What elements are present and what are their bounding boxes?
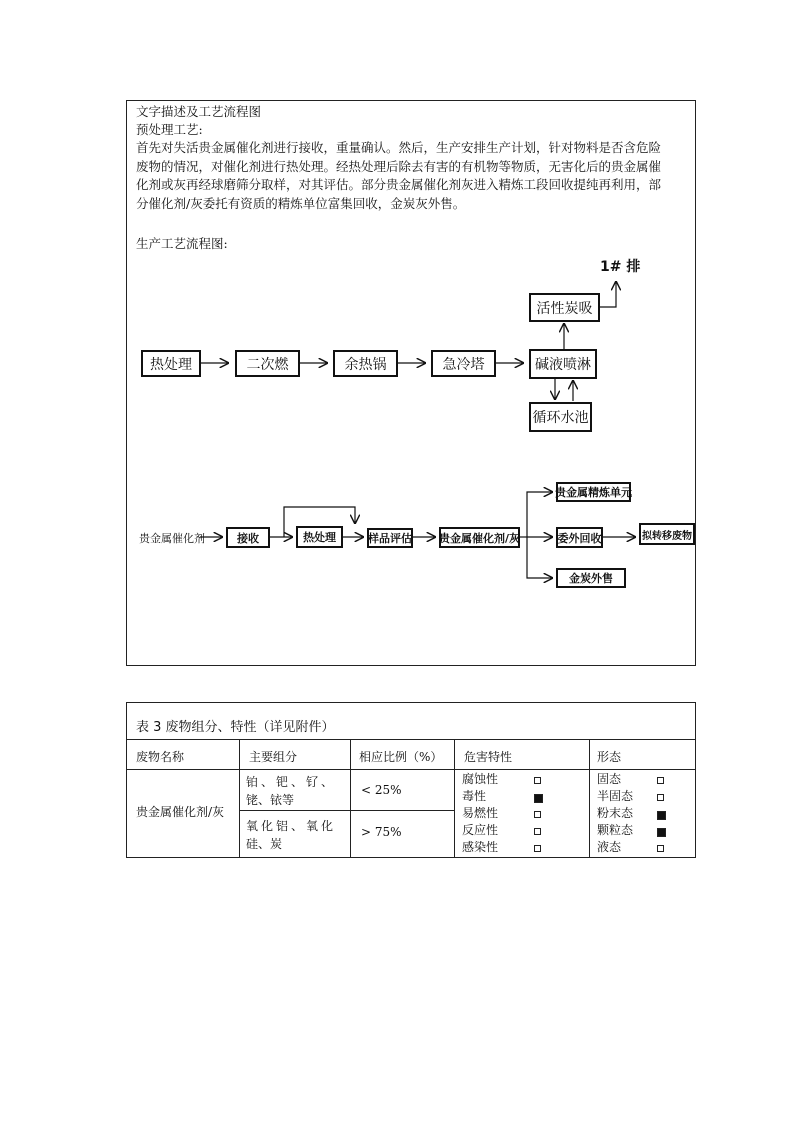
hazard-item: 反应性 xyxy=(462,823,499,837)
header-form: 形态 xyxy=(597,750,622,764)
header-hazard: 危害特性 xyxy=(464,750,513,764)
flow-box-alkali-spray: 碱液喷淋 xyxy=(529,349,597,379)
flow2-box-receive: 接收 xyxy=(226,527,270,548)
flow-box-secondary-combustion: 二次燃 xyxy=(235,350,300,377)
flow2-branch-sale: 金炭外售 xyxy=(556,568,626,588)
flow2-box-heat-treatment: 热处理 xyxy=(296,526,343,548)
hazard-item: 易燃性 xyxy=(462,806,499,820)
header-ratio: 相应比例（%） xyxy=(359,750,443,764)
form-checkbox[interactable] xyxy=(657,777,664,784)
waste-table xyxy=(126,702,696,858)
component-1-line2: 铑、铱等 xyxy=(246,793,295,807)
hazard-checkbox[interactable] xyxy=(534,845,541,852)
section-subheading: 预处理工艺: xyxy=(136,122,203,137)
form-checkbox[interactable] xyxy=(657,794,664,801)
component-2-ratio: > 75% xyxy=(361,825,402,839)
table-caption: 表 3 废物组分、特性（详见附件） xyxy=(136,720,335,735)
flow2-box-catalyst-ash: 贵金属催化剂/灰 xyxy=(439,527,520,548)
hazard-checkbox[interactable] xyxy=(534,777,541,784)
hazard-item: 感染性 xyxy=(462,840,499,854)
hazard-checkbox[interactable] xyxy=(534,828,541,835)
paragraph-line: 废物的情况，对催化剂进行热处理。经热处理后除去有害的有机物等物质，无害化后的贵金属催 xyxy=(136,158,662,174)
flow-box-heat-treatment: 热处理 xyxy=(141,350,201,377)
exhaust-label: 1# 排 xyxy=(600,259,641,275)
form-checkbox[interactable] xyxy=(657,828,666,837)
form-item: 液态 xyxy=(597,840,622,854)
hazard-item: 毒性 xyxy=(462,789,487,803)
form-item: 固态 xyxy=(597,772,622,786)
flow-box-quench-tower: 急冷塔 xyxy=(431,350,496,377)
hazard-checkbox[interactable] xyxy=(534,794,543,803)
arrow-branch-refining xyxy=(527,492,552,537)
flow-title: 生产工艺流程图: xyxy=(136,236,228,251)
paragraph-line: 首先对失活贵金属催化剂进行接收，重量确认。然后，生产安排生产计划，针对物料是否含危险 xyxy=(136,140,662,155)
paragraph-line: 化剂或灰再经球磨筛分取样，对其评估。部分贵金属催化剂灰进入精炼工段回收提纯再利用，部 xyxy=(136,177,662,192)
waste-name: 贵金属催化剂/灰 xyxy=(136,805,225,819)
form-item: 半固态 xyxy=(597,789,634,803)
flow2-final-transfer: 拟转移废物 xyxy=(639,523,695,545)
component-2-line1: 氧化铝、氧化 xyxy=(246,819,337,833)
component-1-line1: 铂、钯、钌、 xyxy=(246,775,337,789)
form-checkbox[interactable] xyxy=(657,811,666,820)
flow-box-circulating-pool: 循环水池 xyxy=(529,402,592,432)
hazard-item: 腐蚀性 xyxy=(462,772,499,786)
flow2-branch-refining: 贵金属精炼单元 xyxy=(556,482,631,502)
form-checkbox[interactable] xyxy=(657,845,664,852)
flow2-box-sample-eval: 样品评估 xyxy=(367,528,413,548)
flow2-start-label: 贵金属催化剂 xyxy=(139,532,205,545)
flow2-branch-outsourced: 委外回收 xyxy=(556,527,603,548)
form-item: 颗粒态 xyxy=(597,823,634,837)
paragraph-line: 分催化剂/灰委托有资质的精炼单位富集回收，金炭灰外售。 xyxy=(136,195,466,211)
component-2-line2: 硅、炭 xyxy=(246,837,283,851)
arrow-branch-sale xyxy=(527,537,552,578)
section-heading: 文字描述及工艺流程图 xyxy=(136,104,262,119)
header-components: 主要组分 xyxy=(249,750,298,764)
flow-box-activated-carbon: 活性炭吸 xyxy=(529,293,600,322)
flow-box-waste-heat-boiler: 余热锅 xyxy=(333,350,398,377)
component-1-ratio: < 25% xyxy=(361,783,402,797)
hazard-checkbox[interactable] xyxy=(534,811,541,818)
arrow-exhaust xyxy=(600,282,616,307)
form-item: 粉末态 xyxy=(597,806,634,820)
header-waste-name: 废物名称 xyxy=(136,750,185,764)
